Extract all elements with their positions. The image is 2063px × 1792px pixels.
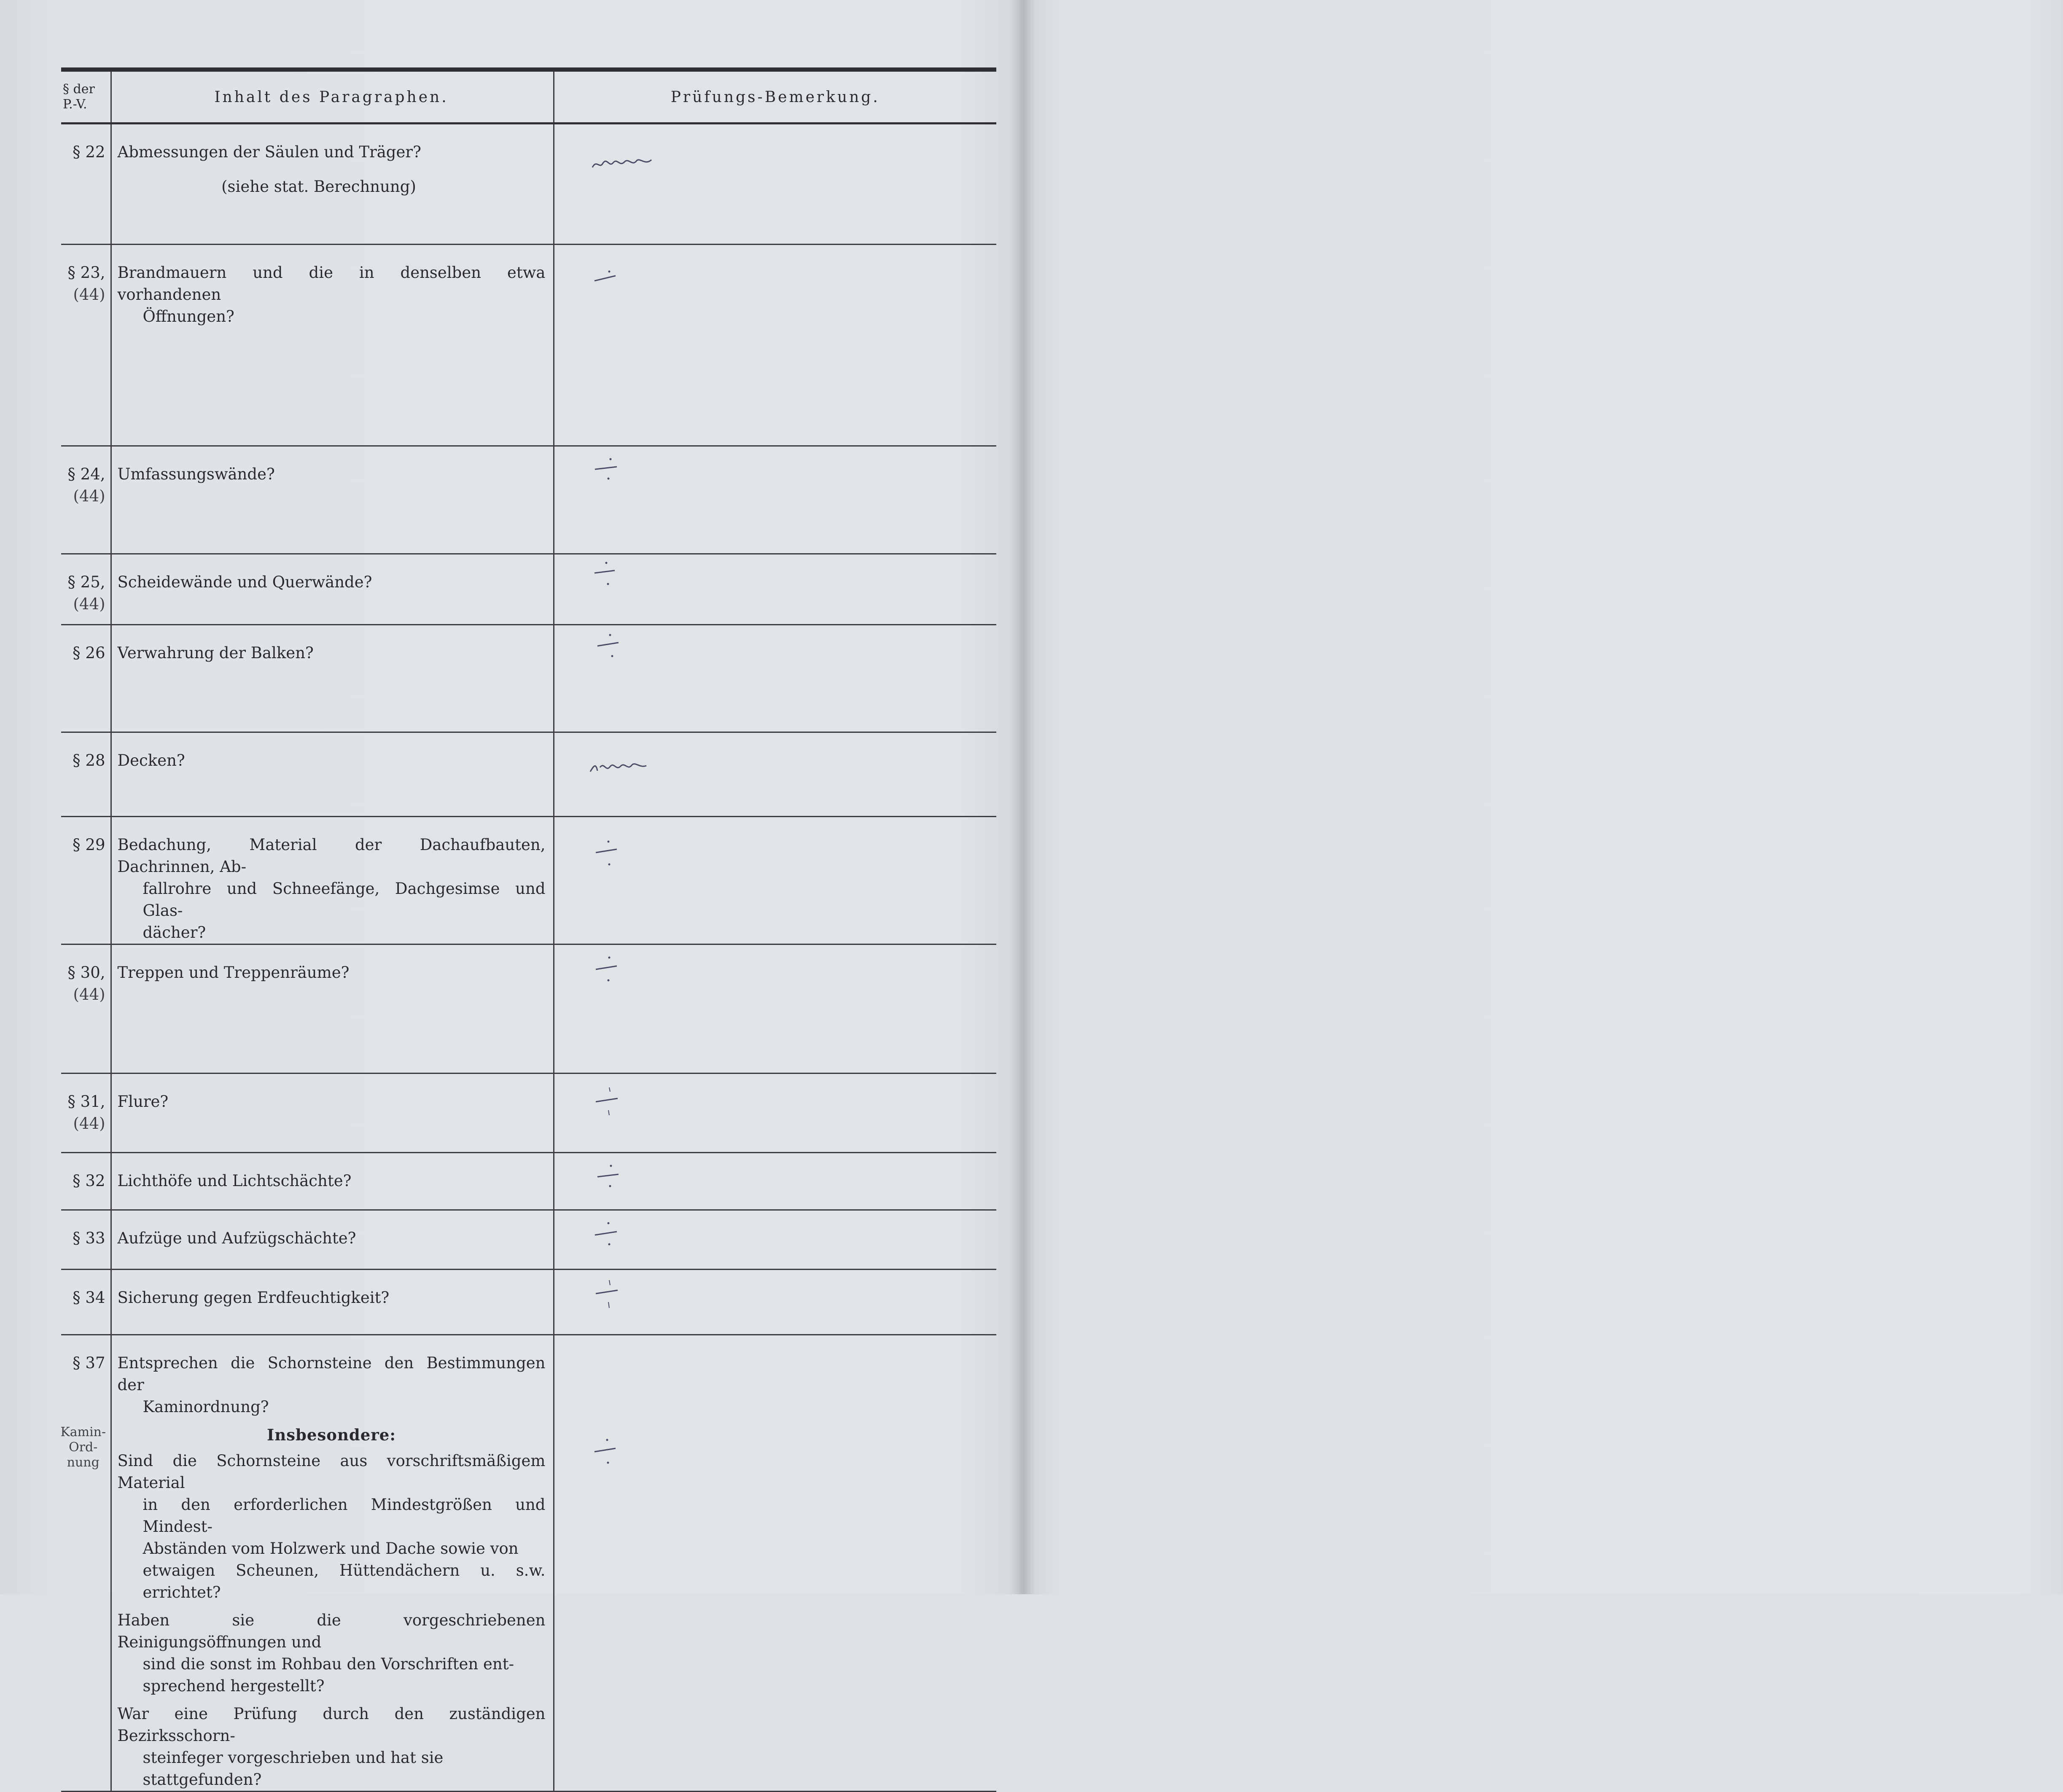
remark-cell bbox=[554, 625, 996, 732]
para-cell: § 22 bbox=[61, 124, 111, 245]
dash-mark-icon bbox=[593, 1162, 627, 1192]
para-cell: § 25, (44) bbox=[61, 554, 111, 625]
para-cell: § 30, (44) bbox=[61, 944, 111, 1074]
table-row bbox=[61, 817, 996, 944]
col-remark-header: Prüfungs-Bemerkung. bbox=[554, 70, 996, 124]
dash-mark-icon bbox=[592, 455, 625, 484]
dash-mark-icon bbox=[592, 954, 625, 988]
left-header-row bbox=[61, 70, 996, 124]
remark-cell bbox=[554, 817, 996, 944]
handwritten-mark-icon bbox=[588, 754, 672, 779]
content-cell: Decken? bbox=[111, 732, 554, 817]
para-cell: § 37 Kamin- Ord- nung bbox=[61, 1335, 111, 1792]
para-cell: § 32 bbox=[61, 1153, 111, 1210]
col-content-header: Inhalt des Paragraphen. bbox=[111, 70, 554, 124]
dash-mark-icon bbox=[590, 1437, 624, 1470]
content-cell: Scheidewände und Querwände? bbox=[111, 554, 554, 625]
remark-cell bbox=[554, 732, 996, 817]
para-cell: § 28 bbox=[61, 732, 111, 817]
para-cell: § 26 bbox=[61, 625, 111, 732]
remark-cell bbox=[554, 554, 996, 625]
table-row bbox=[61, 1153, 996, 1210]
remark-cell bbox=[554, 245, 996, 446]
remark-cell bbox=[554, 1074, 996, 1153]
remark-cell bbox=[554, 1210, 996, 1270]
para-cell: § 23, (44) bbox=[61, 245, 111, 446]
dash-mark-icon bbox=[592, 838, 625, 872]
para-cell: § 24, (44) bbox=[61, 446, 111, 554]
remark-cell bbox=[554, 1335, 996, 1792]
dash-mark-icon bbox=[593, 632, 627, 661]
content-cell: Brandmauern und die in denselben etwa vorhandenen Öffnungen? bbox=[111, 245, 554, 446]
dash-mark-icon bbox=[592, 268, 626, 289]
content-cell: Verwahrung der Balken? bbox=[111, 625, 554, 732]
table-row bbox=[61, 944, 996, 1074]
table-row bbox=[61, 554, 996, 625]
remark-cell bbox=[554, 1270, 996, 1335]
left-form-table bbox=[61, 67, 996, 1792]
para-cell: § 34 bbox=[61, 1270, 111, 1335]
table-row bbox=[61, 1270, 996, 1335]
remark-cell bbox=[554, 944, 996, 1074]
content-cell: Abmessungen der Säulen und Träger? (siehe stat. Berechnung) bbox=[111, 124, 554, 245]
para-cell: § 31, (44) bbox=[61, 1074, 111, 1153]
content-cell: Bedachung, Material der Dachaufbauten, Dachrinnen, Ab- fallrohre und Schneefänge, Dachgesimse und Glas- dächer? bbox=[111, 817, 554, 944]
para-cell: § 33 bbox=[61, 1210, 111, 1270]
book-gutter bbox=[1010, 0, 1035, 1594]
left-page bbox=[0, 0, 1020, 1789]
content-cell: Sicherung gegen Erdfeuchtigkeit? bbox=[111, 1270, 554, 1335]
para-cell: § 29 bbox=[61, 817, 111, 944]
table-row bbox=[61, 625, 996, 732]
table-row bbox=[61, 124, 996, 245]
table-row bbox=[61, 1335, 996, 1792]
handwritten-mark-icon bbox=[590, 151, 675, 176]
dash-mark-icon bbox=[590, 560, 624, 589]
remark-cell bbox=[554, 124, 996, 245]
table-row bbox=[61, 446, 996, 554]
content-cell: Treppen und Treppenräume? bbox=[111, 944, 554, 1074]
table-row bbox=[61, 732, 996, 817]
content-cell: Umfassungswände? bbox=[111, 446, 554, 554]
dash-mark-icon bbox=[592, 1086, 626, 1119]
right-page bbox=[1020, 0, 2063, 1594]
table-row bbox=[61, 1210, 996, 1270]
content-cell: Entsprechen die Schornsteine den Bestimmungen der Kaminordnung? Insbesondere: Sind die Schornsteine aus vorschriftsmäßigem Material in den erforderlichen Mindestgrößen und Mindest- Abständen vom Holzwerk und Dache sowie von etwaigen Scheunen, Hüttendächern u. s.w. errichtet? Haben sie die vorgeschriebenen Reinigungsöffnungen und sind die sonst im Rohbau den Vorschriften ent- sprechend hergestellt? War eine Prüfung durch den zuständigen Bezirksschorn- steinfeger vorgeschrieben und hat sie stattgefunden? bbox=[111, 1335, 554, 1792]
dash-mark-icon bbox=[592, 1220, 625, 1249]
table-row bbox=[61, 245, 996, 446]
col-para-header: § der P.-V. bbox=[61, 70, 111, 124]
content-cell: Flure? bbox=[111, 1074, 554, 1153]
left-ledger bbox=[61, 67, 996, 1792]
dash-mark-icon bbox=[592, 1278, 626, 1312]
content-cell: Aufzüge und Aufzügschächte? bbox=[111, 1210, 554, 1270]
table-row bbox=[61, 1074, 996, 1153]
remark-cell bbox=[554, 1153, 996, 1210]
content-cell: Lichthöfe und Lichtschächte? bbox=[111, 1153, 554, 1210]
remark-cell bbox=[554, 446, 996, 554]
